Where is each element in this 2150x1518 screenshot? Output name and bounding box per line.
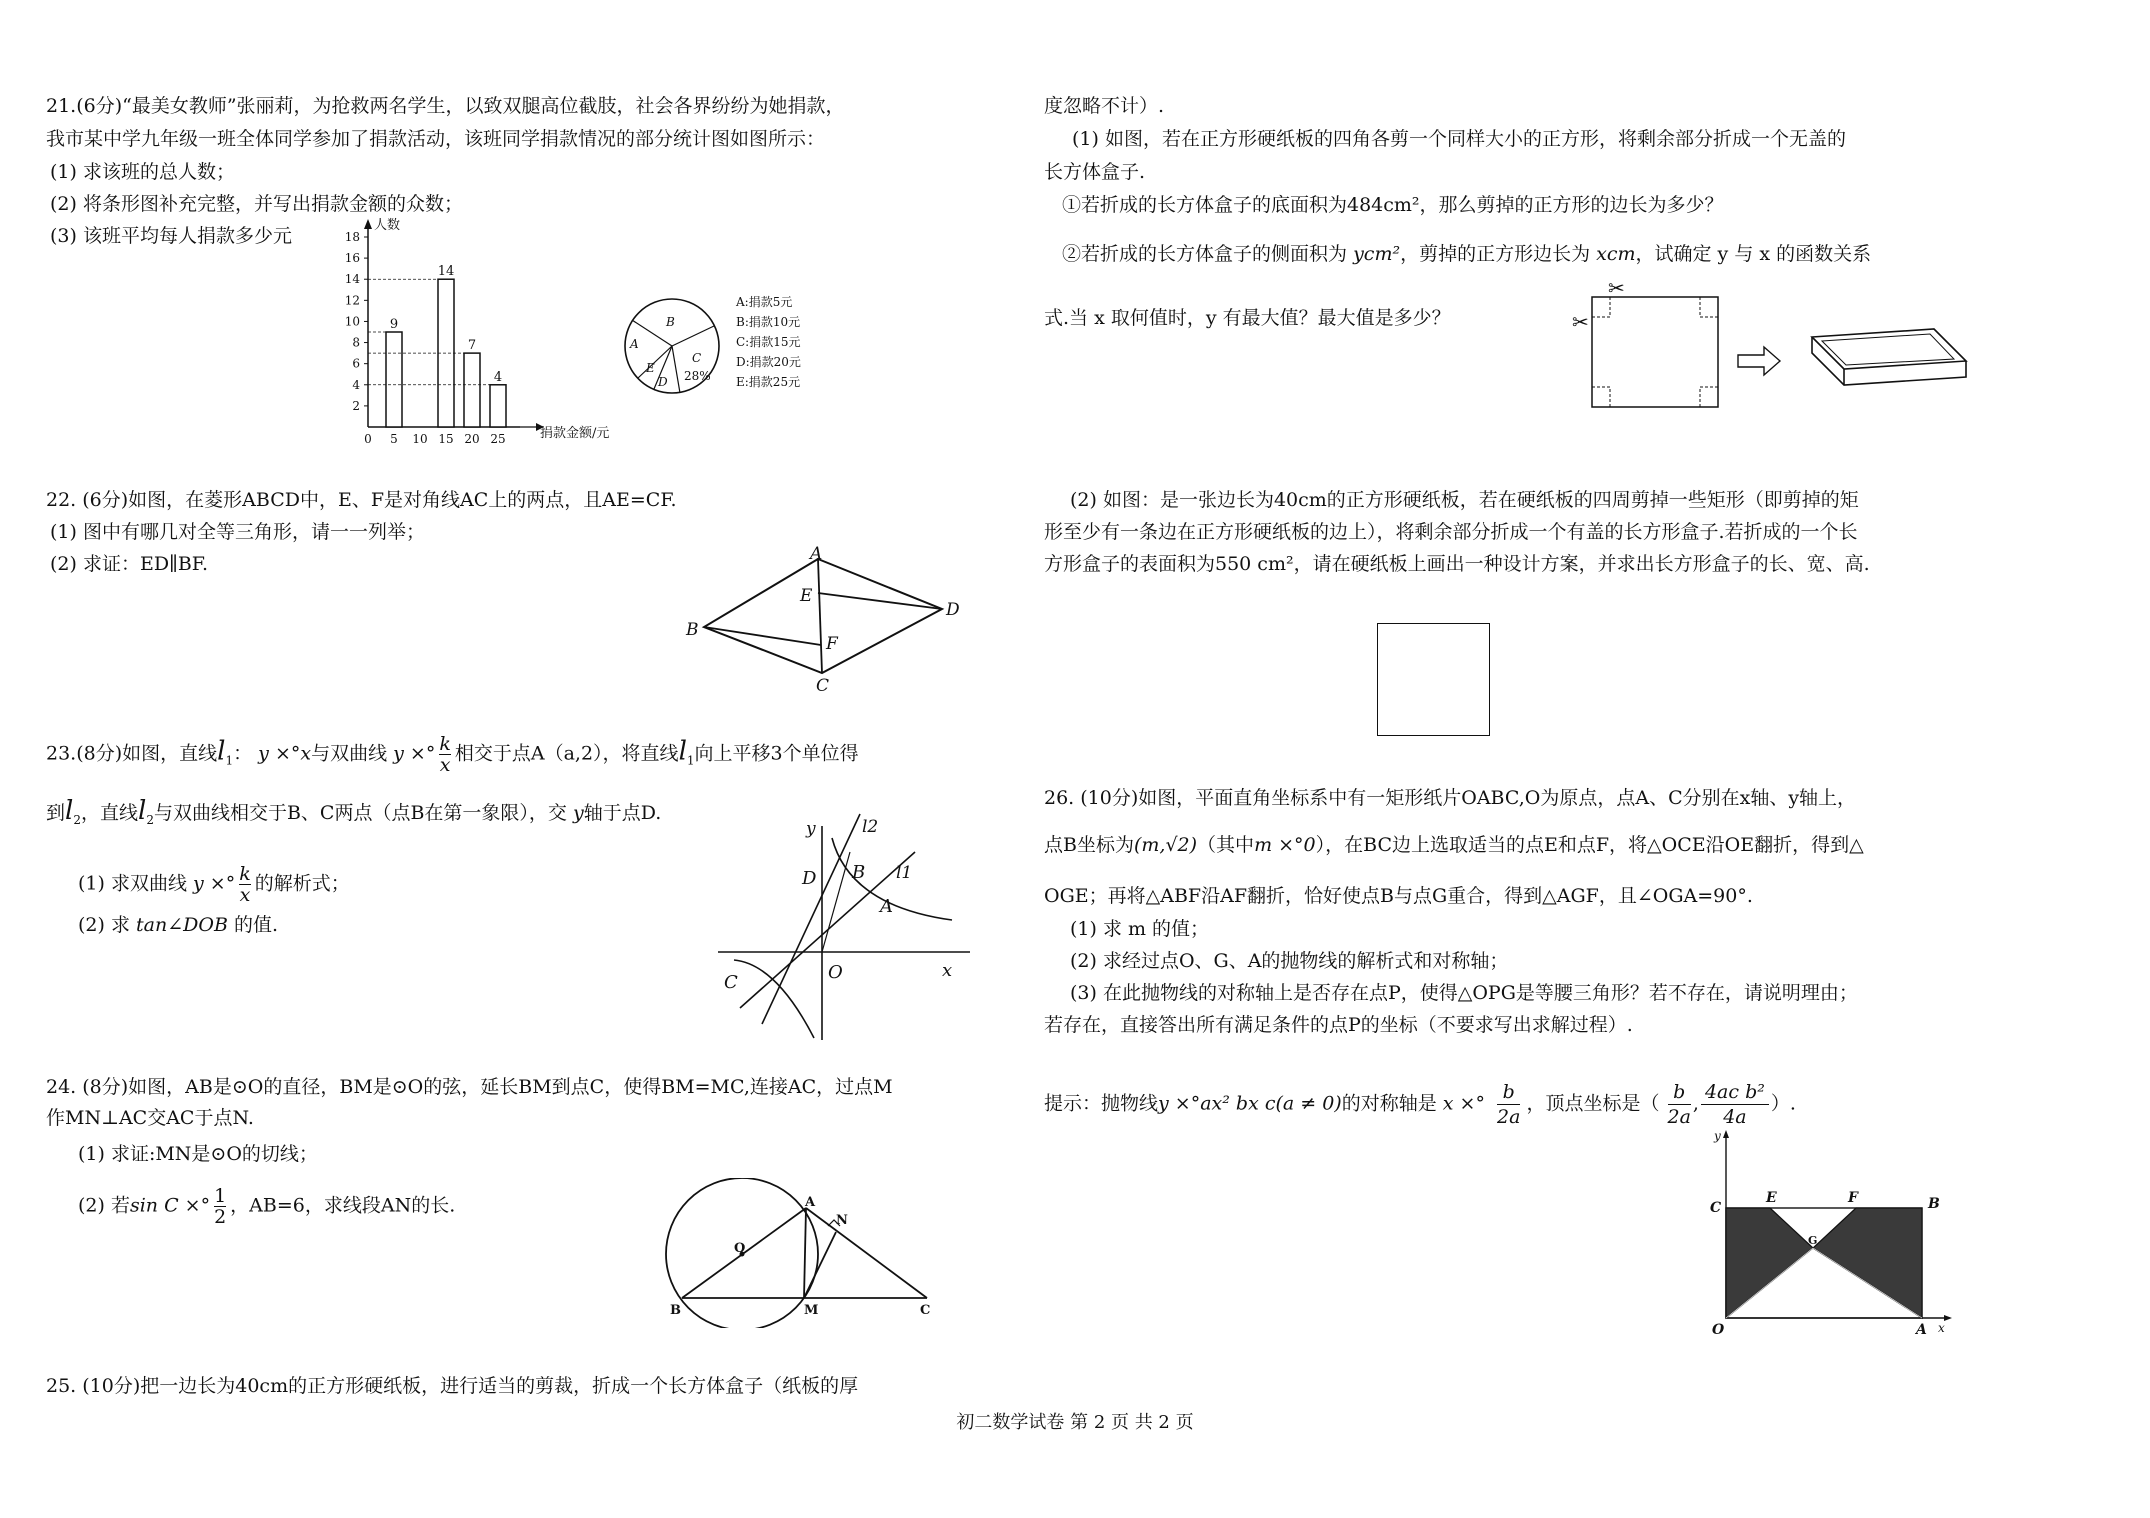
q23-text-c: 与双曲线 [311,742,388,765]
y-tick-label: 8 [352,335,360,350]
q22-sub-1: (1) 图中有哪几对全等三角形，请一一列举； [50,521,425,543]
q23-fig-b: B [852,862,866,883]
q23-line-1 [46,734,859,775]
q26-hint-x: x ×° [1442,1092,1485,1115]
q23-frac-x: x [439,754,451,776]
y-tick-label: 2 [352,398,360,413]
q23-text-g: ，直线 [80,802,138,824]
q26-line-2 [1044,833,1864,857]
pie-label-e: E [646,361,655,375]
q23-text-d: 相交于点A（a,2），将直线 [454,742,679,765]
q23-l2-sub: 2 [73,812,81,827]
q26-hint-b: b [1497,1080,1520,1105]
q26-line2-post: ），在BC边上选取适当的点E和点F，将△OCE沿OE翻折，得到△ [1315,834,1864,856]
q25-p2-c: 方形盒子的表面积为550 cm²，请在硬纸板上画出一种设计方案，并求出长方形盒子的长、宽、高. [1044,553,1870,575]
y-tick-label: 14 [344,272,360,287]
pie-label-b: B [666,315,675,329]
q23-eq2: y ×° [393,742,436,765]
q23-l1: l [217,736,226,767]
q24-fig-o: O [734,1241,746,1256]
y-tick-label: 4 [352,377,360,392]
q21-sub-3: (3) 该班平均每人捐款多少元 [50,225,292,247]
pie-legend-c: C:捐款15元 [736,335,801,349]
q23-fig-c: C [724,972,738,993]
q23-sub2-post: 的值. [233,914,279,936]
x-tick-label: 20 [464,432,480,445]
q26-hint-mid: 的对称轴是 [1341,1092,1437,1115]
q23-l1-again-sub: 1 [686,753,695,768]
q23-text-f: 到 [46,802,66,824]
q25-p1d-mid: ，剪掉的正方形边长为 [1400,243,1591,265]
q23-fig-d: D [802,868,817,889]
bar [386,332,402,427]
q21-line-1: 21.(6分)“最美女教师”张丽莉，为抢救两名学生，以致双腿高位截肢，社会各界纷纷为她捐款， [46,95,845,117]
q23-l1-again: l [678,736,687,767]
q26-hint-pre: 提示：抛物线 [1044,1092,1159,1115]
q23-sub2-tan: tan∠DOB [136,914,228,936]
pie-legend-e: E:捐款25元 [736,375,801,389]
q23-text-h: 与双曲线相交于B、C两点（点B在第一象限），交 [153,802,567,824]
pie-label-c: C [692,351,702,365]
q21-sub-2: (2) 将条形图补充完整，并写出捐款金额的众数； [50,193,463,215]
q23-text-i: 轴于点D. [583,802,662,824]
q26-hint-b2: b [1668,1080,1691,1105]
q26-sub-2: (2) 求经过点O、G、A的抛物线的解析式和对称轴； [1070,950,1509,972]
q25-p1d-x: xcm [1596,243,1636,265]
q26-hint-2a: 2a [1497,1106,1521,1128]
q23-sub1-k: k [239,863,251,885]
q22-sub-2: (2) 求证：ED∥BF. [50,553,209,575]
q22-line-1: 22. (6分)如图，在菱形ABCD中，E、F是对角线AC上的两点，且AE=CF. [46,489,677,511]
pie-label-percent: 28% [684,369,711,383]
q25-p1-c: ①若折成的长方体盒子的底面积为484cm²，那么剪掉的正方形的边长为多少？ [1062,194,1724,216]
pie-label-d: D [658,375,668,389]
q23-text-a: 23.(8分)如图，直线 [46,742,218,765]
q24-fig-c: C [920,1303,931,1318]
q22-point-e: E [800,586,813,606]
q26-line2-mid: （其中 [1197,834,1255,856]
x-tick-label: 0 [364,432,372,445]
q24-circle-figure [664,1178,954,1328]
q24-fig-b: B [670,1303,681,1318]
q23-sub-1 [78,864,350,905]
q26-fig-b: B [1928,1196,1940,1212]
q22-point-c: C [816,676,830,695]
y-tick-label: 12 [344,293,360,308]
q25-p2-a: (2) 如图：是一张边长为40cm的正方形硬纸板，若在硬纸板的四周剪掉一些矩形（即剪掉的矩 [1070,489,1859,511]
q25-p1d-y: ycm² [1353,243,1401,265]
q23-fig-a: A [880,896,893,917]
q26-fig-a: A [1916,1322,1927,1338]
q23-graph-figure [710,812,980,1044]
q22-point-f: F [826,634,838,654]
q26-hint-4a: 4a [1723,1106,1747,1128]
q24-sub2-sin: sin C ×° [129,1194,211,1217]
q26-fig-x: x [1938,1321,1945,1335]
bar-data-label: 14 [437,264,455,280]
q23-line-2 [46,796,662,832]
q25-square-cardboard [1377,623,1490,736]
q25-p1d-pre: ②若折成的长方体盒子的侧面积为 [1062,243,1348,265]
q25-p1-d [1062,242,1871,266]
pie-legend-a: A:捐款5元 [736,295,793,309]
q23-fig-x: x [942,960,953,981]
q26-rectangle-figure [1700,1128,1960,1340]
q21-pie-chart [618,290,838,410]
q25-p1d-post: ，试确定 y 与 x 的函数关系 [1635,243,1872,265]
q24-fig-a: A [805,1195,816,1210]
q23-sub1-eq: y ×° [193,872,236,895]
q25-box-figure [1568,275,1968,417]
q25-p1-a: (1) 如图，若在正方形硬纸板的四角各剪一个同样大小的正方形，将剩余部分折成一个无盖的 [1072,128,1846,150]
bar-data-label: 9 [389,317,399,332]
q26-fig-f: F [1848,1190,1858,1206]
q23-fig-y: y [806,819,816,839]
y-tick-label: 18 [344,230,360,244]
q23-y: y [572,802,584,824]
q22-point-b: B [686,620,699,640]
q22-point-a: A [810,545,823,564]
bar-chart-xlabel: 捐款金额/元 [540,426,610,441]
q26-coord: (m,√2) [1133,834,1198,856]
q24-sub-2 [78,1186,455,1227]
bar-chart-ylabel: 人数 [374,218,401,233]
q25-line-2: 度忽略不计）. [1044,95,1165,117]
q26-sub-3: (3) 在此抛物线的对称轴上是否存在点P，使得△OPG是等腰三角形？若不存在，请说明理由； [1070,982,1858,1004]
pie-label-a: A [630,337,639,351]
q23-fig-o: O [828,962,843,983]
x-tick-label: 5 [390,432,398,445]
q26-hint-end: ）. [1770,1092,1796,1115]
pie-legend-d: D:捐款20元 [736,355,801,369]
q23-fig-l1: l1 [896,863,913,883]
q22-point-d: D [946,600,960,620]
q21-line-2: 我市某中学九年级一班全体同学参加了捐款活动，该班同学捐款情况的部分统计图如图所示： [46,128,826,150]
q23-sub-2 [78,913,278,937]
q23-sub1-x: x [239,884,251,906]
q26-line2-pre: 点B坐标为 [1044,834,1134,856]
q24-line-1: 24. (8分)如图，AB是⊙O的直径，BM是⊙O的弦，延长BM到点C，使得BM=MC,连接AC，过点M [46,1076,893,1098]
q24-sub-1: (1) 求证:MN是⊙O的切线； [78,1143,318,1165]
q25-p1-e: 式.当 x 取何值时，y 有最大值？最大值是多少？ [1044,307,1451,329]
q23-eq1: y ×°x [258,742,312,765]
q24-line-2: 作MN⊥AC交AC于点N. [46,1107,254,1129]
q23-frac-k: k [439,733,451,755]
q23-l2: l [65,796,74,826]
q26-hint-vertex: ，顶点坐标是（ [1526,1092,1660,1115]
q26-sub-1: (1) 求 m 的值； [1070,918,1210,940]
q23-text-e: 向上平移3个单位得 [694,742,859,765]
x-tick-label: 25 [490,432,506,445]
q23-sub1-post: 的解析式； [254,872,350,895]
q24-fig-m: M [804,1303,819,1318]
q26-fig-g: G [1808,1234,1818,1247]
pie-legend-b: B:捐款10元 [736,315,801,329]
bar-data-label: 7 [467,338,477,354]
q26-hint-eq: y ×°ax² bx c(a ≠ 0) [1158,1092,1342,1115]
q26-line-1: 26. (10分)如图，平面直角坐标系中有一矩形纸片OABC,O为原点，点A、C分别在x轴、y轴上， [1044,787,1857,809]
q24-half-den: 2 [214,1206,227,1228]
y-tick-label: 6 [352,356,360,371]
q24-sub2-post: ，AB=6，求线段AN的长. [230,1194,456,1217]
q23-fig-l2: l2 [862,817,879,837]
q26-fig-o: O [1712,1322,1725,1338]
q24-sub2-pre: (2) 若 [78,1194,130,1217]
q24-half-num: 1 [214,1185,227,1207]
bar [490,385,506,427]
page-footer: 初二数学试卷 第 2 页 共 2 页 [956,1412,1194,1433]
q23-l1-sub: 1 [225,753,234,768]
q26-sub-4: 若存在，直接答出所有满足条件的点P的坐标（不要求写出求解过程）. [1044,1014,1633,1036]
y-tick-label: 10 [344,314,360,329]
q26-fig-e: E [1766,1190,1777,1206]
q23-sub2-pre: (2) 求 [78,914,130,936]
x-tick-label: 15 [438,432,454,445]
q25-line-1: 25. (10分)把一边长为40cm的正方形硬纸板，进行适当的剪裁，折成一个长方体盒子（纸板的厚 [46,1375,859,1397]
q25-p2-b: 形至少有一条边在正方形硬纸板的边上），将剩余部分折成一个有盖的长方形盒子.若折成的一个长 [1044,521,1858,543]
y-tick-label: 16 [344,251,360,266]
q26-line-3: OGE；再将△ABF沿AF翻折，恰好使点B与点G重合，得到△AGF，且∠OGA=90°. [1044,885,1753,907]
q23-text-b: ： [233,742,253,765]
q24-fig-n: N [836,1213,848,1228]
q22-rhombus-figure [680,545,980,695]
q25-p1-b: 长方体盒子. [1044,161,1146,183]
x-tick-label: 10 [412,432,428,445]
q26-fig-c: C [1710,1200,1722,1216]
q26-hint: 提示：抛物线y ×°ax² bx c(a ≠ 0)的对称轴是 x ×° $\frac{b}{2a}$ ，顶点坐标是（ $\frac{b}{2a}$ , $\frac{\text{4ac b²}}{4a}$ ）. [1044,1081,1796,1128]
q26-fig-y: y [1714,1129,1721,1143]
bar-data-label: 4 [493,369,503,385]
q26-hint-4ac: 4ac b² [1701,1080,1769,1105]
q21-bar-chart [330,215,640,445]
scissors-side-icon: ✂ [1572,310,1589,334]
q23-l2-again-sub: 2 [146,812,154,827]
q21-sub-1: (1) 求该班的总人数； [50,161,235,183]
q23-l2-again: l [138,796,147,826]
q26-hint-2a2: 2a [1667,1106,1691,1128]
q23-sub1-pre: (1) 求双曲线 [78,872,187,895]
scissors-icon: ✂ [1608,276,1625,300]
bar [464,353,480,427]
q26-m: m ×°0 [1254,834,1316,856]
